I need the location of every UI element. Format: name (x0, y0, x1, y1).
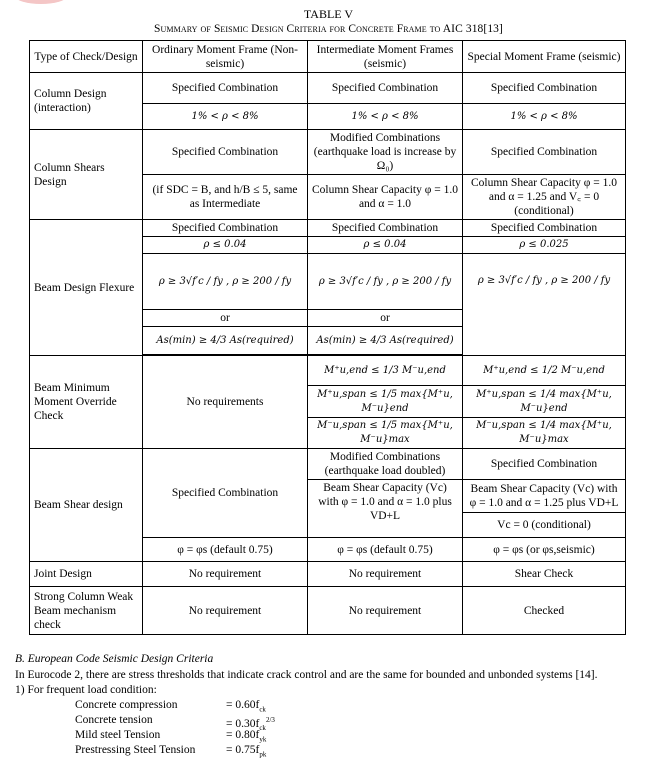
beam-flexure-intermediate-rho-max: ρ ≤ 0.04 (308, 237, 463, 254)
column-design-special-combo: Specified Combination (463, 73, 626, 104)
limit-value-main: = 0.60f (226, 699, 260, 711)
beam-moment-intermediate-3: M⁻u,span ≤ 1/5 max{M⁺u, M⁻u}max (308, 418, 463, 449)
beam-shear-intermediate-2: Beam Shear Capacity (Vc) with φ = 1.0 and α = 1.0 plus VD+L (308, 480, 463, 538)
beam-flexure-ordinary-as-min: As(min) ≥ 4/3 As(required) (143, 327, 308, 355)
beam-shear-intermediate-1: Modified Combinations (earthquake load doubled) (308, 449, 463, 480)
column-design-ordinary-combo: Specified Combination (143, 73, 308, 104)
limit-value-sub: ck (259, 724, 266, 733)
beam-flexure-special-combo: Specified Combination (463, 220, 626, 237)
strong-column-intermediate: No requirement (308, 587, 463, 635)
beam-moment-special-3: M⁻u,span ≤ 1/4 max{M⁺u, M⁻u}max (463, 418, 626, 449)
table-subtitle: Summary of Seismic Design Criteria for Concrete Frame to AIC 318[13] (154, 23, 503, 35)
column-design-ordinary-rho: 1% < ρ < 8% (143, 104, 308, 130)
joint-design-ordinary: No requirement (143, 562, 308, 587)
beam-shear-ordinary-phi: φ = φs (default 0.75) (143, 538, 308, 562)
header-ordinary: Ordinary Moment Frame (Non-seismic) (143, 41, 308, 73)
beam-flexure-special-rho-max: ρ ≤ 0.025 (463, 237, 626, 254)
section-item: 1) For frequent load condition: (15, 684, 157, 696)
header-special: Special Moment Frame (seismic) (463, 41, 626, 73)
column-shears-ordinary-top: Specified Combination (143, 130, 308, 175)
column-design-special-rho: 1% < ρ < 8% (463, 104, 626, 130)
beam-moment-special-2: M⁺u,span ≤ 1/4 max{M⁺u, M⁻u}end (463, 386, 626, 418)
section-heading: B. European Code Seismic Design Criteria (15, 653, 214, 665)
limit-value-sup: 2/3 (265, 716, 275, 724)
joint-design-intermediate: No requirement (308, 562, 463, 587)
limit-name: Concrete compression (75, 699, 178, 711)
beam-flexure-ordinary-rho-max: ρ ≤ 0.04 (143, 237, 308, 254)
joint-design-special: Shear Check (463, 562, 626, 587)
limit-value (226, 743, 266, 762)
limit-name: Concrete tension (75, 714, 153, 726)
beam-flexure-ordinary-rho-min: ρ ≥ 3√f′c / fy , ρ ≥ 200 / fy (143, 254, 308, 310)
beam-moment-ordinary: No requirements (143, 356, 308, 449)
column-shears-ordinary-bottom: (if SDC = B, and h/B ≤ 5, same as Intermediate (143, 175, 308, 220)
beam-flexure-intermediate-rho-min: ρ ≥ 3√f′c / fy , ρ ≥ 200 / fy (308, 254, 463, 310)
row-label-beam-moment-override: Beam Minimum Moment Override Check (30, 356, 143, 449)
seismic-design-table (29, 40, 626, 635)
beam-flexure-special-rho-min: ρ ≥ 3√f′c / fy , ρ ≥ 200 / fy (463, 254, 626, 356)
header-intermediate: Intermediate Moment Frames (seismic) (308, 41, 463, 73)
row-label-beam-shear: Beam Shear design (30, 449, 143, 562)
beam-shear-ordinary: Specified Combination (143, 449, 308, 538)
limit-name: Mild steel Tension (75, 729, 161, 741)
beam-flexure-intermediate-or: or (308, 310, 463, 327)
column-shears-intermediate-top: Modified Combinations (earthquake load is increase by Ω₀) (308, 130, 463, 175)
beam-flexure-ordinary-or: or (143, 310, 308, 327)
column-design-intermediate-rho: 1% < ρ < 8% (308, 104, 463, 130)
limit-value-sub: pk (259, 750, 267, 759)
limit-value-main: = 0.75f (226, 744, 260, 756)
row-label-strong-column: Strong Column Weak Beam mechanism check (30, 587, 143, 635)
limit-value-sub: yk (259, 735, 267, 744)
row-label-column-shears: Column Shears Design (30, 130, 143, 220)
limit-name: Prestressing Steel Tension (75, 744, 196, 756)
beam-shear-special-3: Vc = 0 (conditional) (463, 513, 626, 538)
row-label-column-design: Column Design (interaction) (30, 73, 143, 130)
column-shears-intermediate-bottom: Column Shear Capacity φ = 1.0 and α = 1.0 (308, 175, 463, 220)
beam-flexure-intermediate-as-min: As(min) ≥ 4/3 As(required) (308, 327, 463, 355)
beam-moment-special-1: M⁺u,end ≤ 1/2 M⁻u,end (463, 356, 626, 386)
column-shears-special-bottom: Column Shear Capacity φ = 1.0 and α = 1.25 and V꜀ = 0 (conditional) (463, 175, 626, 220)
strong-column-ordinary: No requirement (143, 587, 308, 635)
column-design-intermediate-combo: Specified Combination (308, 73, 463, 104)
column-shears-special-top: Specified Combination (463, 130, 626, 175)
header-type-of-check: Type of Check/Design (30, 41, 143, 73)
row-label-joint-design: Joint Design (30, 562, 143, 587)
decorative-blob (15, 0, 67, 4)
limit-value-main: = 0.30f (226, 717, 260, 730)
beam-moment-intermediate-2: M⁺u,span ≤ 1/5 max{M⁺u, M⁻u}end (308, 386, 463, 418)
limit-value-sub: ck (259, 705, 266, 714)
beam-moment-intermediate-1: M⁺u,end ≤ 1/3 M⁻u,end (308, 356, 463, 386)
table-title: TABLE V (303, 7, 354, 21)
beam-shear-special-phi: φ = φs (or φs,seismic) (463, 538, 626, 562)
row-label-beam-flexure: Beam Design Flexure (30, 220, 143, 356)
limit-value-main: = 0.80f (226, 729, 260, 741)
beam-flexure-intermediate-combo: Specified Combination (308, 220, 463, 237)
section-paragraph: In Eurocode 2, there are stress thresholds that indicate crack control and are the same for bounded and unbonded systems [14]. (15, 669, 598, 681)
beam-flexure-ordinary-combo: Specified Combination (143, 220, 308, 237)
beam-shear-intermediate-phi: φ = φs (default 0.75) (308, 538, 463, 562)
beam-shear-special-2: Beam Shear Capacity (Vc) with φ = 1.0 and α = 1.25 plus VD+L (463, 480, 626, 513)
strong-column-special: Checked (463, 587, 626, 635)
beam-shear-special-1: Specified Combination (463, 449, 626, 480)
